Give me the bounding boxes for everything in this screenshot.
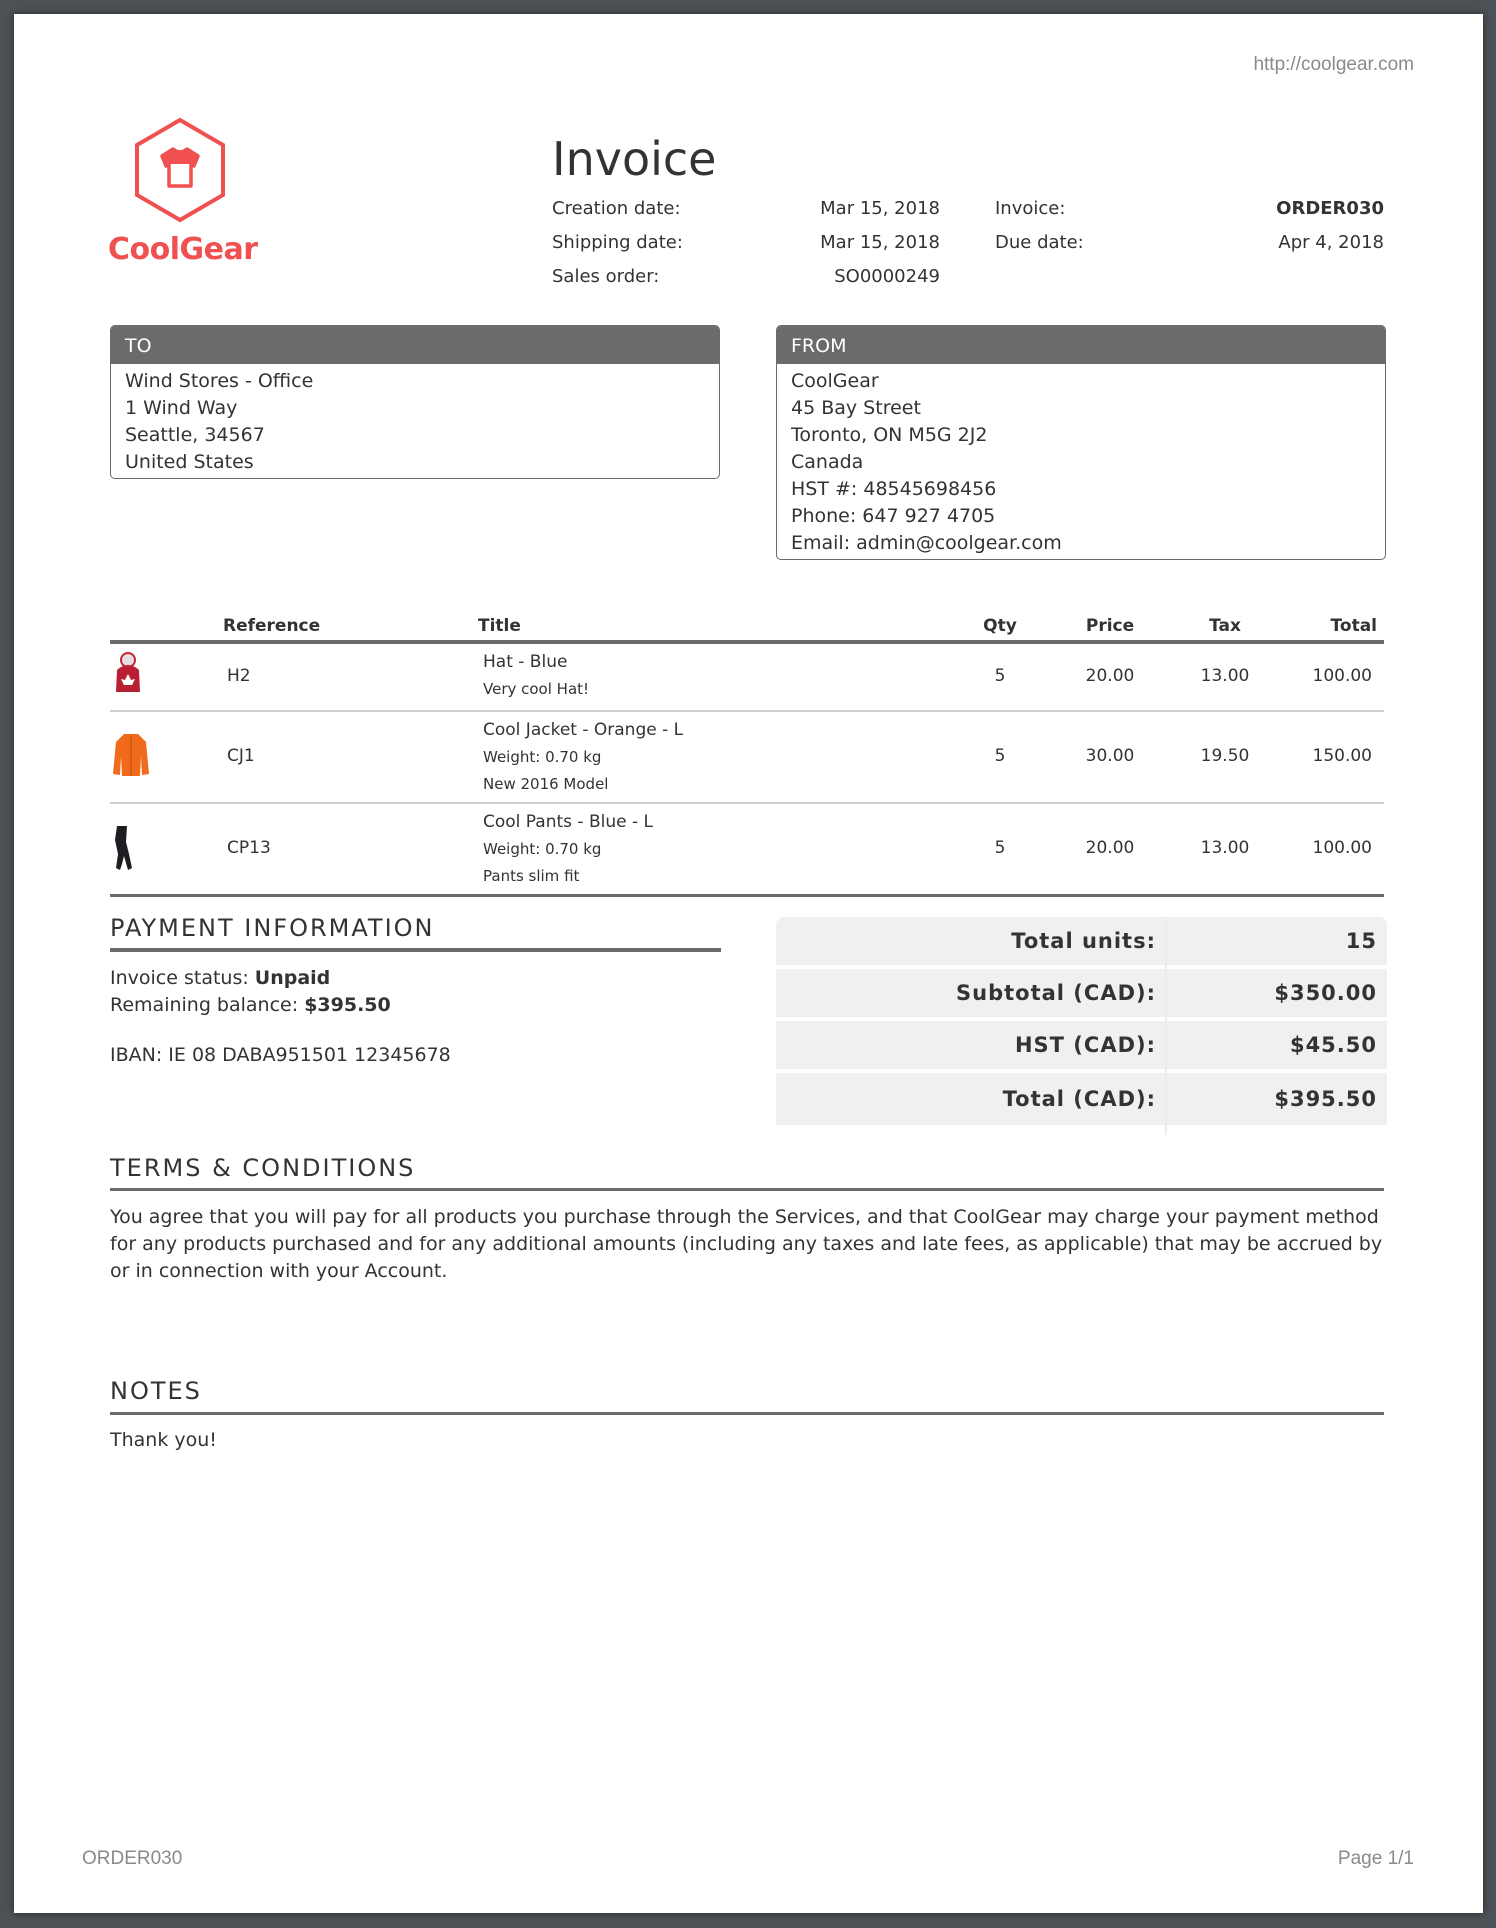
column-header-tax: Tax [1209, 616, 1241, 636]
row-price: 30.00 [1085, 746, 1135, 766]
payment-heading: PAYMENT INFORMATION [110, 914, 435, 942]
subtotal-label: Subtotal (CAD): [956, 981, 1156, 1005]
row-detail: Weight: 0.70 kg [483, 840, 602, 858]
row-tax: 19.50 [1200, 746, 1250, 766]
invoice-page [14, 14, 1483, 1913]
table-row [110, 804, 1384, 894]
remaining-balance-value: $395.50 [304, 994, 391, 1016]
total-units-label: Total units: [1011, 929, 1156, 953]
row-detail: Pants slim fit [483, 867, 580, 885]
bill-to-line: United States [125, 451, 254, 473]
row-detail: New 2016 Model [483, 775, 609, 793]
invoice-status-label: Invoice status: [110, 967, 255, 989]
black-pants-image [114, 824, 136, 872]
shipping-date-label: Shipping date: [552, 232, 683, 253]
notes-heading-rule [110, 1412, 1384, 1415]
bill-to-box [110, 325, 720, 479]
totals-row-subtotal [776, 969, 1387, 1017]
due-date-value: Apr 4, 2018 [1278, 232, 1384, 253]
subtotal-value: $350.00 [1274, 981, 1377, 1005]
footer-page-number: Page 1/1 [1337, 1848, 1414, 1869]
bill-from-line: Toronto, ON M5G 2J2 [791, 424, 988, 446]
row-title: Cool Jacket - Orange - L [483, 720, 684, 740]
totals-box [776, 917, 1387, 1135]
bill-from-heading: FROM [777, 326, 1385, 364]
red-hat-image [114, 652, 142, 696]
column-header-total: Total [1330, 616, 1377, 636]
page-title: Invoice [552, 132, 717, 186]
column-header-title: Title [478, 616, 521, 636]
hst-value: $45.50 [1289, 1033, 1377, 1057]
payment-heading-rule [110, 948, 721, 952]
totals-row-hst [776, 1021, 1387, 1069]
row-title: Cool Pants - Blue - L [483, 812, 653, 832]
grand-total-label: Total (CAD): [1002, 1087, 1156, 1111]
bill-from-line: 45 Bay Street [791, 397, 921, 419]
column-header-qty: Qty [983, 616, 1017, 636]
invoice-status-value: Unpaid [254, 967, 331, 989]
terms-heading-rule [110, 1188, 1384, 1191]
totals-row-grand-total [776, 1073, 1387, 1125]
creation-date-value: Mar 15, 2018 [820, 198, 940, 219]
row-price: 20.00 [1085, 666, 1135, 686]
due-date-label: Due date: [995, 232, 1084, 253]
terms-heading: TERMS & CONDITIONS [110, 1154, 416, 1182]
totals-column-divider [1165, 917, 1167, 1135]
creation-date-label: Creation date: [552, 198, 681, 219]
invoice-status [110, 965, 330, 992]
row-reference: H2 [227, 666, 251, 686]
table-bottom-rule [110, 894, 1384, 897]
bill-to-line: Seattle, 34567 [125, 424, 265, 446]
column-header-price: Price [1085, 616, 1135, 636]
table-row [110, 644, 1384, 710]
row-qty: 5 [994, 838, 1006, 858]
row-detail: Weight: 0.70 kg [483, 748, 602, 766]
items-table [110, 604, 1384, 904]
grand-total-value: $395.50 [1274, 1087, 1377, 1111]
shipping-date-value: Mar 15, 2018 [820, 232, 940, 253]
t-shirt-hexagon-icon [132, 116, 228, 224]
row-total: 100.00 [1312, 666, 1372, 686]
website-url[interactable]: http://coolgear.com [1253, 54, 1414, 75]
row-title: Hat - Blue [483, 652, 568, 672]
row-reference: CP13 [227, 838, 271, 858]
remaining-balance-label: Remaining balance: [110, 994, 305, 1016]
column-header-reference: Reference [223, 616, 321, 636]
sales-order-value: SO0000249 [834, 266, 940, 287]
remaining-balance [110, 992, 391, 1019]
total-units-value: 15 [1345, 929, 1377, 953]
bill-from-box [776, 325, 1386, 560]
bill-from-line: HST #: 48545698456 [791, 478, 997, 500]
terms-text: You agree that you will pay for all products you purchase through the Services, and that CoolGear may charge your payment method for any products purchased and for any additional amounts (including any taxes and late fees, as applicable) that may be accrued by or in connection with your Account. [110, 1206, 1383, 1282]
brand-name: CoolGear [108, 232, 258, 267]
notes-heading: NOTES [110, 1377, 202, 1405]
logo [132, 116, 228, 228]
hst-label: HST (CAD): [1014, 1033, 1156, 1057]
bill-from-email[interactable]: Email: admin@coolgear.com [791, 532, 1062, 554]
row-total: 150.00 [1312, 746, 1372, 766]
notes-text: Thank you! [110, 1429, 217, 1451]
bill-to-line: Wind Stores - Office [125, 370, 314, 392]
totals-row-units [776, 917, 1387, 965]
row-detail: Very cool Hat! [483, 680, 590, 698]
row-tax: 13.00 [1200, 838, 1250, 858]
footer-order-number: ORDER030 [82, 1848, 183, 1869]
row-qty: 5 [994, 746, 1006, 766]
bill-to-heading: TO [111, 326, 719, 364]
iban: IBAN: IE 08 DABA951501 12345678 [110, 1044, 451, 1066]
invoice-number-value: ORDER030 [1276, 198, 1384, 219]
bill-from-line: Canada [791, 451, 864, 473]
row-reference: CJ1 [227, 746, 255, 766]
orange-jacket-image [112, 732, 150, 778]
row-tax: 13.00 [1200, 666, 1250, 686]
bill-to-line: 1 Wind Way [125, 397, 238, 419]
row-qty: 5 [994, 666, 1006, 686]
bill-from-line: CoolGear [791, 370, 879, 392]
invoice-number-label: Invoice: [995, 198, 1066, 219]
bill-from-line: Phone: 647 927 4705 [791, 505, 996, 527]
row-price: 20.00 [1085, 838, 1135, 858]
table-row [110, 712, 1384, 802]
row-total: 100.00 [1312, 838, 1372, 858]
sales-order-label: Sales order: [552, 266, 660, 287]
